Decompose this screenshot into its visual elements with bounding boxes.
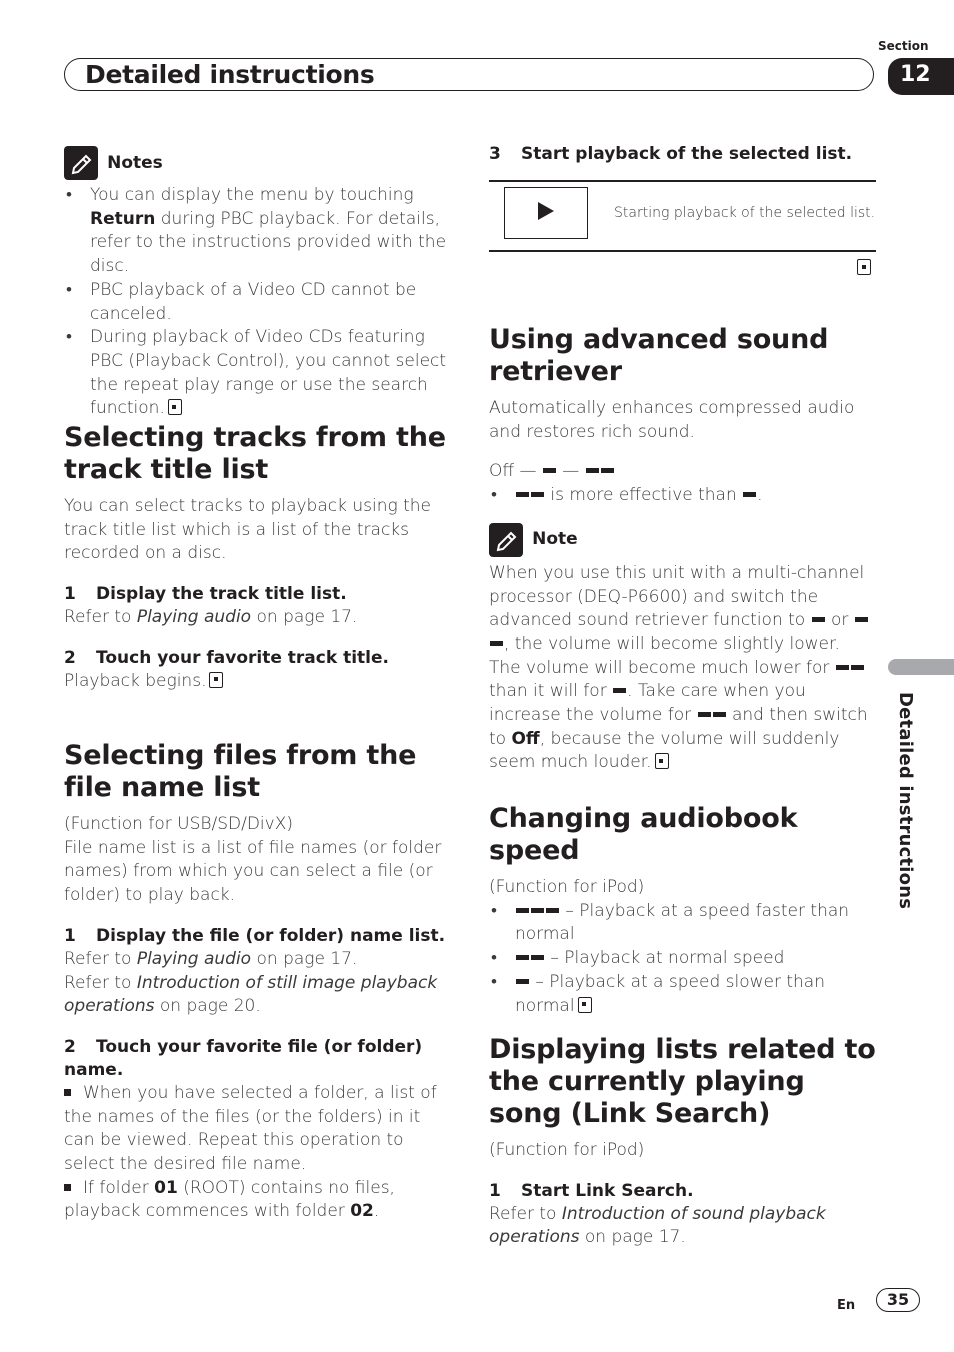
end-of-section-icon: [209, 672, 223, 688]
still-image-playback-link[interactable]: Introduction of still image playback operations: [64, 972, 438, 1017]
link-search-ref: Refer to Introduction of sound playback operations on page 17.: [489, 1203, 826, 1248]
audiobook-item-normal: • – Playback at normal speed: [489, 947, 876, 971]
files-bullet-1: When you have selected a folder, a list of the names of the files (or the folders) in it can be viewed. Repeat this operation to select the desired file name.: [64, 1082, 437, 1175]
asr-levels: Off — —: [489, 460, 876, 484]
end-of-section-icon: [655, 753, 669, 769]
level-1-icon: [812, 617, 825, 622]
asr-bullets: [489, 484, 876, 508]
tracks-intro: You can select tracks to playback using the track title list which is a list of the tracks recorded on a disc.: [64, 496, 431, 564]
level-2-icon: [855, 617, 868, 622]
files-heading: Selecting files from the file name list: [64, 740, 417, 803]
speed-icon: [516, 955, 529, 960]
playing-audio-link[interactable]: Playing audio: [136, 948, 252, 969]
tracks-heading: Selecting tracks from the track title list: [64, 422, 446, 485]
asr-section: [489, 324, 876, 775]
files-step-1: 1 Display the file (or folder) name list.: [64, 925, 446, 946]
section-label: Section: [878, 39, 929, 53]
level-2-icon: [531, 492, 544, 497]
end-of-section-icon: [857, 259, 871, 275]
notes-pencil-icon: [64, 146, 98, 180]
link-search-section: [489, 1034, 876, 1250]
files-step-1-ref1: Refer to Playing audio on page 17.: [64, 948, 358, 969]
tracks-step-2: 2 Touch your favorite track title.: [64, 647, 389, 668]
level-2-icon: [851, 665, 864, 670]
files-step-2: 2 Touch your favorite file (or folder) name.: [64, 1036, 423, 1080]
speed-icon: [531, 908, 544, 913]
level-1-icon: [613, 688, 626, 693]
audiobook-section: [489, 803, 876, 1018]
audiobook-item-faster: • – Playback at a speed faster than normal: [489, 900, 876, 947]
notes-block: [64, 146, 449, 421]
audiobook-list: [489, 900, 876, 1019]
asr-intro: Automatically enhances compressed audio and restores rich sound.: [489, 398, 855, 442]
playback-table: [489, 180, 876, 252]
sound-playback-link[interactable]: Introduction of sound playback operations: [489, 1203, 826, 1248]
link-search-step-1: 1 Start Link Search.: [489, 1180, 694, 1201]
tracks-step-1: 1 Display the track title list.: [64, 584, 347, 605]
play-caption: Starting playback of the selected list.: [614, 205, 876, 221]
header-bar: [64, 58, 874, 91]
play-button[interactable]: [504, 187, 588, 239]
page-number: 35: [876, 1288, 920, 1312]
header-title: Detailed instructions: [85, 60, 375, 89]
end-of-section-icon: [578, 997, 592, 1013]
notes-heading: Notes: [107, 152, 163, 173]
asr-heading: Using advanced sound retriever: [489, 324, 829, 387]
start-playback-step: 3 Start playback of the selected list.: [489, 144, 853, 164]
files-bullet-2: If folder 01 (ROOT) contains no files, playback commences with folder 02.: [64, 1177, 395, 1222]
side-tab-marker: [888, 659, 954, 675]
notes-item: • You can display the menu by touching Return during PBC playback. For details, refer to the instructions provided with the disc.: [64, 184, 449, 279]
tracks-step-1-ref: Refer to Playing audio on page 17.: [64, 607, 358, 628]
language-label: En: [837, 1298, 856, 1313]
note-pencil-icon: [489, 523, 523, 557]
section-number: 12: [888, 58, 954, 95]
level-2-icon: [601, 468, 614, 473]
speed-icon: [516, 979, 529, 984]
audiobook-item-slower: • – Playback at a speed slower than normal: [489, 971, 876, 1018]
level-2-icon: [713, 712, 726, 717]
link-search-heading: Displaying lists related to the currently playing song (Link Search): [489, 1034, 876, 1129]
files-step-1-ref2: Refer to Introduction of still image playback operations on page 20.: [64, 972, 438, 1017]
files-intro: File name list is a list of file names (or folder names) from which you can select a file (or folder) to play back.: [64, 837, 442, 906]
notes-list: [64, 184, 449, 421]
speed-icon: [531, 955, 544, 960]
asr-bullet: • is more effective than .: [489, 484, 876, 508]
audiobook-heading: Changing audiobook speed: [489, 803, 798, 866]
square-bullet-icon: [64, 1184, 71, 1191]
notes-item: • During playback of Video CDs featuring PBC (Playback Control), you cannot select the repeat play range or use the search function.: [64, 326, 449, 421]
square-bullet-icon: [64, 1089, 71, 1096]
level-2-icon: [698, 712, 711, 717]
tracks-step-2-body: Playback begins.: [64, 670, 449, 694]
level-2-icon: [490, 641, 503, 646]
note-text: When you use this unit with a multi-channel processor (DEQ-P6600) and switch the advanced sound retriever function to or , the volume will become slightly lower. The volume will become much lower for than it will for . Take care when you increase the volume for and then switch to Off, because the volume will suddenly seem much louder.: [489, 562, 868, 773]
side-tab-label: Detailed instructions: [895, 692, 916, 910]
level-2-icon: [836, 665, 849, 670]
note-heading: Note: [532, 529, 578, 550]
play-icon: [504, 187, 588, 239]
speed-icon: [516, 908, 529, 913]
notes-item: • PBC playback of a Video CD cannot be canceled.: [64, 279, 449, 326]
playing-audio-link[interactable]: Playing audio: [136, 607, 252, 628]
tracks-section: [64, 422, 449, 694]
level-2-icon: [516, 492, 529, 497]
end-of-section-icon: [168, 399, 182, 415]
speed-icon: [546, 908, 559, 913]
level-1-icon: [543, 468, 556, 473]
audiobook-function-for: (Function for iPod): [489, 877, 645, 897]
level-2-icon: [586, 468, 599, 473]
link-search-function-for: (Function for iPod): [489, 1140, 645, 1160]
files-function-for: (Function for USB/SD/DivX): [64, 814, 293, 834]
level-1-icon: [743, 492, 756, 497]
files-section: [64, 740, 449, 1224]
